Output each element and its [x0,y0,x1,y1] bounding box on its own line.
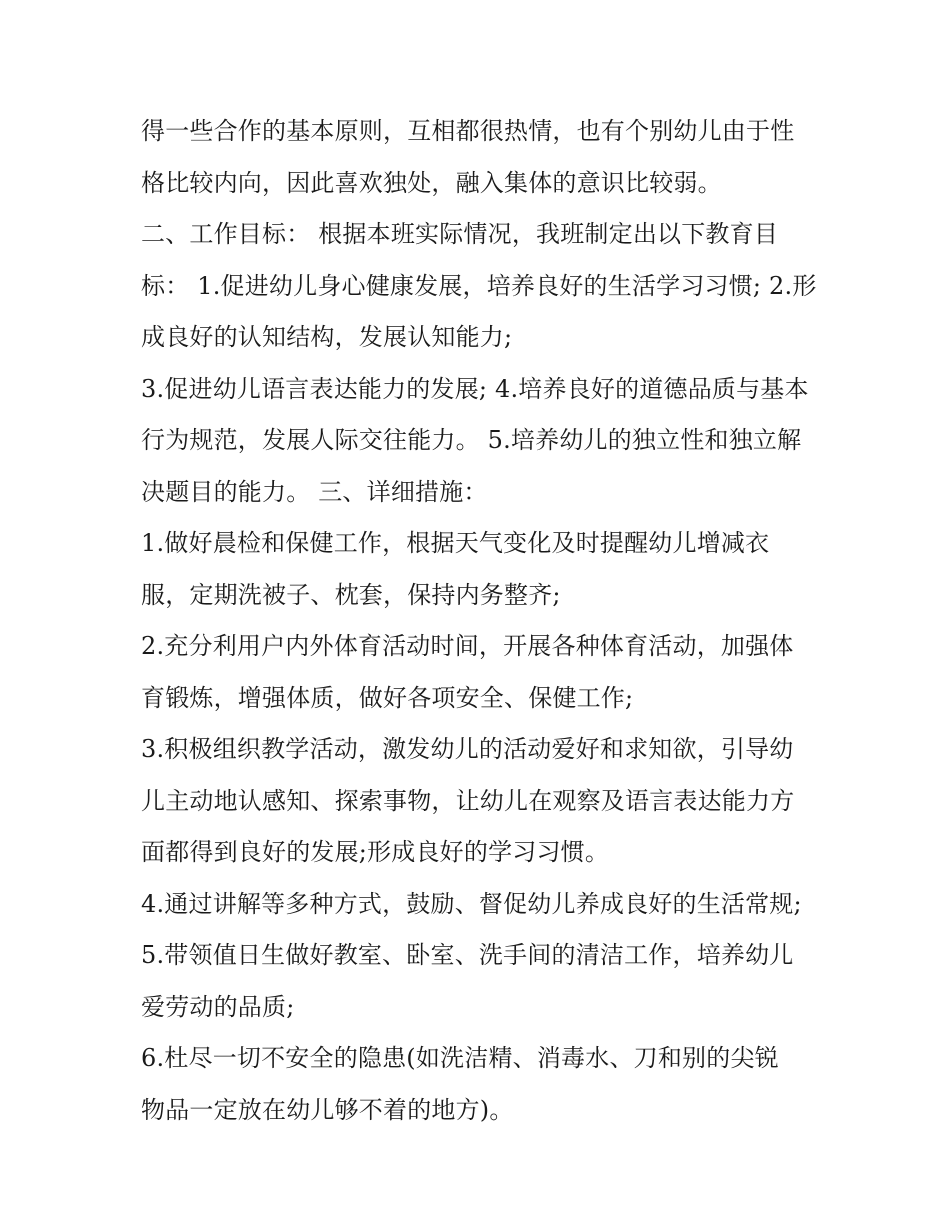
document-body [141,106,821,1136]
text-line: 物品一定放在幼儿够不着的地方)。 [141,1095,514,1124]
text-line: 5.带领值日生做好教室、卧室、洗手间的清洁工作，培养幼儿 [141,941,794,969]
text-line: 儿主动地认感知、探索事物，让幼儿在观察及语言表达能力方 [141,786,795,815]
text-line: 面都得到良好的发展;形成良好的学习习惯。 [141,838,610,866]
text-line: 1.做好晨检和保健工作，根据天气变化及时提醒幼儿增减衣 [141,529,770,557]
text-line: 服，定期洗被子、枕套，保持内务整齐; [141,580,561,609]
text-line: 行为规范，发展人际交往能力。 5.培养幼儿的独立性和独立解 [141,426,802,454]
text-line: 决题目的能力。 三、详细措施： [141,477,488,506]
text-line: 育锻炼，增强体质，做好各项安全、保健工作; [141,683,634,712]
text-line: 爱劳动的品质; [141,992,295,1021]
text-line: 2.充分利用户内外体育活动时间，开展各种体育活动，加强体 [141,632,794,660]
text-line: 格比较内向，因此喜欢独处，融入集体的意识比较弱。 [141,168,722,197]
text-line: 成良好的认知结构，发展认知能力; [141,323,513,351]
text-line: 得一些合作的基本原则，互相都很热情，也有个别幼儿由于性 [141,117,795,145]
text-line: 标： 1.促进幼儿身心健康发展，培养良好的生活学习习惯; 2.形 [141,271,817,300]
text-line: 3.促进幼儿语言表达能力的发展; 4.培养良好的道德品质与基本 [141,374,809,403]
text-line: 3.积极组织教学活动，激发幼儿的活动爱好和求知欲，引导幼 [141,735,794,763]
text-line: 4.通过讲解等多种方式，鼓励、督促幼儿养成良好的生活常规; [141,889,802,918]
text-line: 二、工作目标： 根据本班实际情况，我班制定出以下教育目 [141,220,779,248]
text-line: 6.杜尽一切不安全的隐患(如洗洁精、消毒水、刀和别的尖锐 [141,1044,779,1072]
